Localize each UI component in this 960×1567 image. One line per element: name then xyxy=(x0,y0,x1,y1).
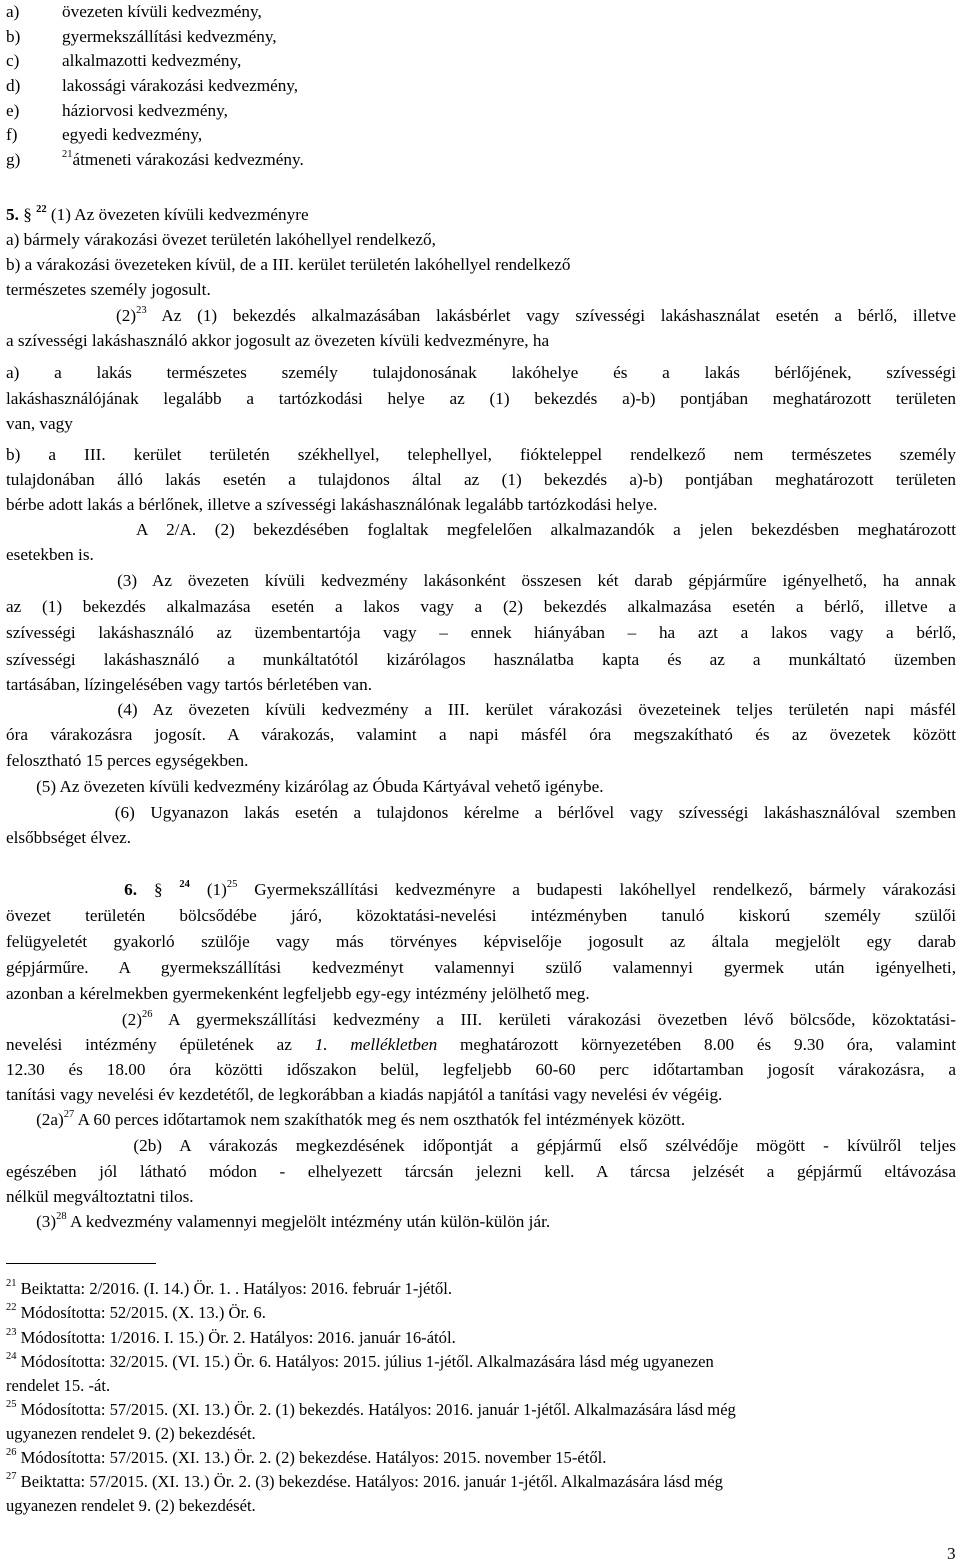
text-line: b) a III. kerület területén székhellyel, telephellyel, fiókteleppel rendelkező nem természetes személy xyxy=(6,445,956,464)
text-line: b) a várakozási övezeteken kívül, de a III. kerület területén lakóhellyel rendelkező xyxy=(6,255,571,274)
footnote-ref[interactable]: 23 xyxy=(136,305,147,316)
list-item: b) gyermekszállítási kedvezmény, xyxy=(6,27,277,46)
section-sign: § xyxy=(23,205,32,224)
text-line: $(3)^{28}$ A kedvezmény valamennyi megjelölt intézmény után külön-külön jár. xyxy=(36,1211,551,1231)
footnote: $^{24}$ Módosította: 32/2015. (VI. 15.) Ör. 6. Hatályos: 2015. július 1-jétől. Alkalmazására lásd még ugyanezen xyxy=(6,1351,714,1371)
footnote: $^{26}$ Módosította: 57/2015. (XI. 13.) Ör. 2. (2) bekezdése. Hatályos: 2015. november 15-étől. xyxy=(6,1447,607,1467)
text-line: A 2/A. (2) bekezdésében foglaltak megfelelően alkalmazandók a jelen bekezdésben meghatározott xyxy=(136,520,956,539)
list-item: c) alkalmazotti kedvezmény, xyxy=(6,51,242,70)
text-line: felügyeletét gyakorló szülője vagy más törvényes képviselője jogosult az általa megjelölt egy darab xyxy=(6,932,956,951)
text-line: szívességi lakáshasználó az üzembentartója vagy – ennek hiányában – ha azt a lakos vagy a bérlő, xyxy=(6,623,956,642)
text-line: bérbe adott lakás a bérlőnek, illetve a szívességi lakáshasználónak legalább tartózkodási helye. xyxy=(6,495,658,514)
footnote: $^{23}$ Módosította: 1/2016. I. 15.) Ör. 2. Hatályos: 2016. január 16-ától. xyxy=(6,1327,456,1347)
footnote: $^{22}$ Módosította: 52/2015. (X. 13.) Ör. 6. xyxy=(6,1302,266,1322)
text-line: természetes személy jogosult. xyxy=(6,280,211,299)
text-line: gépjárműre. A gyermekszállítási kedvezményt valamennyi szülő valamennyi gyermek után igényelheti, xyxy=(6,958,956,977)
annex-reference[interactable]: 1. mellékletben xyxy=(314,1035,438,1054)
text-line: szívességi lakáshasználó a munkáltatótól kizárólagos használatba kapta és az a munkáltató üzemben xyxy=(6,650,956,669)
text-line: van, vagy xyxy=(6,414,73,433)
list-item: a) övezeten kívüli kedvezmény, xyxy=(6,2,262,21)
text-line: az (1) bekezdés alkalmazása esetén a lakos vagy a (2) bekezdés alkalmazása esetén a bérlő, illetve a xyxy=(6,597,956,616)
text-line: övezet területén bölcsődébe járó, közoktatási-nevelési intézményben tanuló kiskorú személy szülői xyxy=(6,906,956,925)
footnote-divider xyxy=(6,1263,156,1264)
page-number: 3 xyxy=(947,1544,956,1563)
text-line: 12.30 és 18.00 óra közötti időszakon belül, legfeljebb 60-60 perc időtartamban jogosít várakozásra, a xyxy=(6,1060,956,1079)
section-5-heading: 5. § $^{22}$ (1) Az övezeten kívüli kedvezményre xyxy=(6,204,309,224)
footnote-ref[interactable]: 28 xyxy=(56,1211,67,1222)
text-line: lakáshasználójának legalább a tartózkodási helye az (1) bekezdés a)-b) pontjában meghatározott területen xyxy=(6,389,956,408)
text-line: elsőbbséget élvez. xyxy=(6,828,132,847)
text-line: nevelési intézmény épületének az 1. mellékletben meghatározott környezetében 8.00 és 9.30 óra, valamint xyxy=(6,1035,957,1054)
text-line: a szívességi lakáshasználó akkor jogosult az övezeten kívüli kedvezményre, ha xyxy=(6,331,550,350)
text-line: azonban a kérelmekben gyermekenként legfeljebb egy-egy intézmény jelölhető meg. xyxy=(6,984,590,1003)
footnote-ref[interactable]: 27 xyxy=(63,1109,75,1120)
footnote: $^{25}$ Módosította: 57/2015. (XI. 13.) Ör. 2. (1) bekezdés. Hatályos: 2016. január 1-jétől. Alkalmazására lásd még xyxy=(6,1399,736,1419)
text-line: (4) Az övezeten kívüli kedvezmény a III. kerület várakozási övezeteinek teljes területén napi másfél xyxy=(117,700,956,719)
section-6-heading: 6. § $^{24}$ $(1)^{25}$ Gyermekszállítási kedvezményre a budapesti lakóhellyel rendelkező, bármely várakozási xyxy=(124,879,957,899)
footnote-ref[interactable]: 26 xyxy=(141,1009,153,1020)
text-line: a) a lakás természetes személy tulajdonosának lakóhelye és a lakás bérlőjének, szívességi xyxy=(6,363,956,382)
footnote-ref[interactable]: 25 xyxy=(226,879,238,890)
text-line: $(2a)^{27}$ A 60 perces időtartamok nem szakíthatók meg és nem oszthatók fel intézmények között. xyxy=(36,1109,686,1129)
text-line: tartásában, lízingelésében vagy tartós bérletében van. xyxy=(6,675,373,694)
text-line: esetekben is. xyxy=(6,545,94,564)
footnote-cont: ugyanezen rendelet 9. (2) bekezdését. xyxy=(6,1424,256,1443)
text-line: (3) Az övezeten kívüli kedvezmény lakásonként összesen két darab gépjárműre igényelhető, ha annak xyxy=(117,571,957,590)
footnote-ref[interactable]: 24 xyxy=(179,879,190,890)
text-line: felosztható 15 perces egységekben. xyxy=(6,751,249,770)
text-line: (2b) A várakozás megkezdésének időpontját a gépjármű első szélvédője mögött - kívülről teljes xyxy=(133,1136,956,1155)
text-line: $(2)^{23}$ Az (1) bekezdés alkalmazásában lakásbérlet vagy szívességi lakáshasználat esetén a bérlő, illetve xyxy=(116,305,957,325)
footnote-cont: rendelet 15. -át. xyxy=(6,1376,111,1395)
list-item: g) $^{21}$átmeneti várakozási kedvezmény. xyxy=(6,149,304,169)
footnote-cont: ugyanezen rendelet 9. (2) bekezdését. xyxy=(6,1496,256,1515)
text-line: óra várakozásra jogosít. A várakozás, valamint a napi másfél óra megszakítható és az övezetek között xyxy=(6,725,956,744)
footnote-ref[interactable]: 22 xyxy=(36,204,47,215)
list-item: d) lakossági várakozási kedvezmény, xyxy=(6,76,299,95)
text-line: (5) Az övezeten kívüli kedvezmény kizárólag az Óbuda Kártyával vehető igénybe. xyxy=(36,777,604,796)
section-sign: § xyxy=(153,880,163,899)
document-page xyxy=(6,0,956,1567)
text-line: tulajdonában álló lakás esetén a tulajdonos által az (1) bekezdés a)-b) pontjában meghatározott területen xyxy=(6,470,956,489)
text-line: $(2)^{26}$ A gyermekszállítási kedvezmény a III. kerületi várakozási övezetben lévő bölcsőde, közoktatási- xyxy=(121,1009,957,1029)
footnote: $^{21}$ Beiktatta: 2/2016. (I. 14.) Ör. 1. . Hatályos: 2016. február 1-jétől. xyxy=(6,1278,452,1298)
text-line: egészében jól látható módon - elhelyezett tárcsán jelezni kell. A tárcsa jelzését a gépjármű eltávozása xyxy=(6,1162,956,1181)
footnote: $^{27}$ Beiktatta: 57/2015. (XI. 13.) Ör. 2. (3) bekezdése. Hatályos: 2016. január 1-jétől. Alkalmazására lásd még xyxy=(6,1471,723,1491)
text-line: (6) Ugyanazon lakás esetén a tulajdonos kérelme a bérlővel vagy szívességi lakáshasználóval szemben xyxy=(114,803,956,822)
text-line: a) bármely várakozási övezet területén lakóhellyel rendelkező, xyxy=(6,230,436,249)
list-item: e) háziorvosi kedvezmény, xyxy=(6,101,228,120)
text-line: tanítási vagy nevelési év kezdetétől, de legkorábban a kiadás napjától a tanítási vagy nevelési év végéig. xyxy=(6,1085,723,1104)
text-line: nélkül megváltoztatni tilos. xyxy=(6,1187,194,1206)
list-item: f) egyedi kedvezmény, xyxy=(6,125,203,144)
